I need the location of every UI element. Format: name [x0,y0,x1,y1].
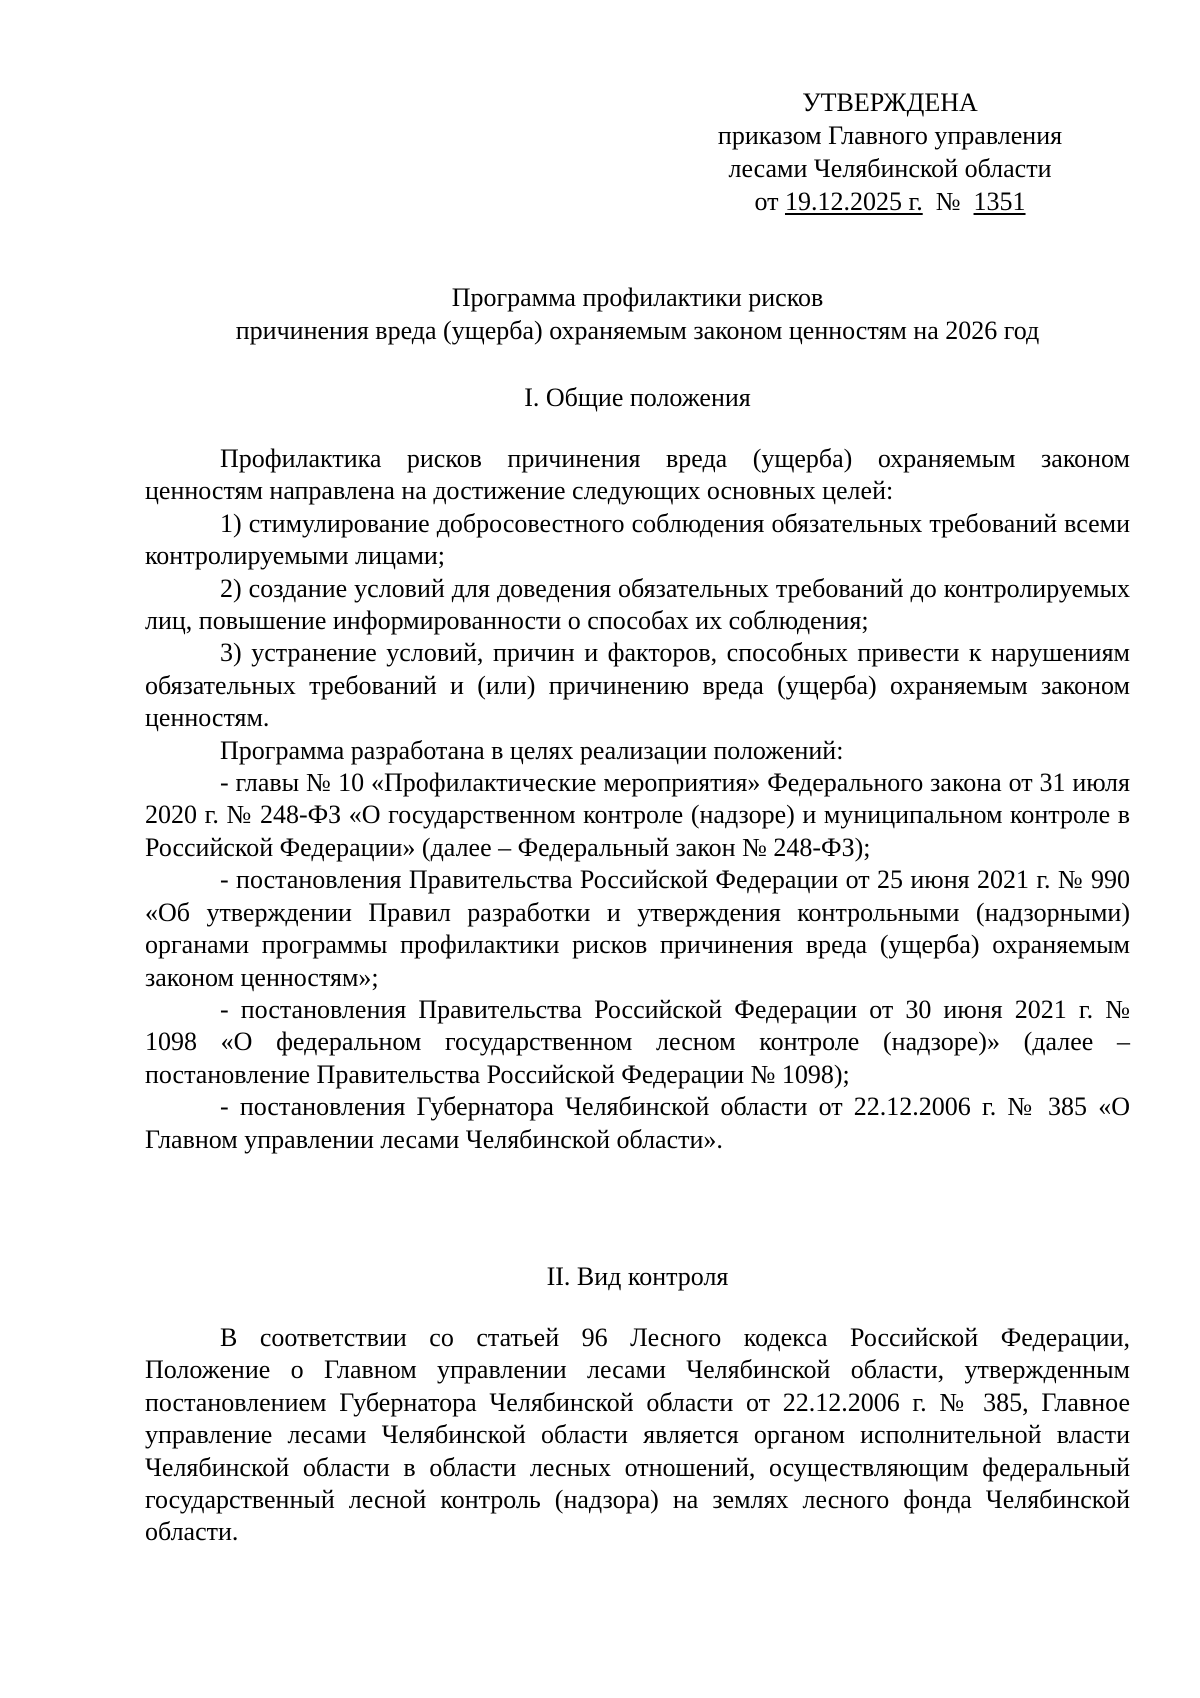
approval-title: УТВЕРЖДЕНА [802,88,978,117]
approval-line-2: лесами Челябинской области [728,154,1052,183]
paragraph: - постановления Правительства Российской Федерации от 25 июня 2021 г. № 990 «Об утверждении Правил разработки и утверждения контрольными (надзорными) органами программы профилактики рисков причинения вреда (ущерба) охраняемым законом ценностям»; [145,865,1130,992]
paragraph: 2) создание условий для доведения обязательных требований до контролируемых лиц, повышение информированности о способах их соблюдения; [145,573,1130,636]
section-2-heading: II. Вид контроля [546,1262,729,1291]
paragraph: Программа разработана в целях реализации положений: [220,735,844,765]
paragraph: - постановления Правительства Российской Федерации от 30 июня 2021 г. № 1098 «О федеральном государственном лесном контроле (надзоре)» (далее – постановление Правительства Российской Федерации № 1098); [145,994,1130,1089]
section-1-heading: I. Общие положения [524,383,751,412]
paragraph: 1) стимулирование добросовестного соблюдения обязательных требований всеми контролируемыми лицами; [145,508,1130,571]
approval-line-1: приказом Главного управления [717,121,1063,150]
approval-date-line [680,185,1100,218]
approval-date: 19.12.2025 г. [784,187,923,216]
approval-number-sign: № [935,187,961,216]
section-1-body [145,443,1130,1156]
document-title [145,281,1130,347]
approval-date-prefix: от [754,187,779,216]
approval-number: 1351 [973,187,1026,216]
section-2-body [145,1322,1130,1549]
paragraph: В соответствии со статьей 96 Лесного кодекса Российской Федерации, Положение о Главном управлении лесами Челябинской области, утвержденным постановлением Губернатора Челябинской области от 22.12.2006 г. № 385, Главное управление лесами Челябинской области является органом исполнительной власти Челябинской области в области лесных отношений, осуществляющим федеральный государственный лесной контроль (надзора) на землях лесного фонда Челябинской области. [145,1323,1130,1547]
document-title-line-2: причинения вреда (ущерба) охраняемым законом ценностям на 2026 год [235,316,1040,345]
document-title-line-1: Программа профилактики рисков [451,283,824,312]
paragraph: Профилактика рисков причинения вреда (ущерба) охраняемым законом ценностям направлена на достижение следующих основных целей: [145,444,1130,506]
paragraph: - постановления Губернатора Челябинской области от 22.12.2006 г. № 385 «О Главном управлении лесами Челябинской области». [145,1092,1130,1154]
approval-stamp [680,86,1100,218]
paragraph: - главы № 10 «Профилактические мероприятия» Федерального закона от 31 июля 2020 г. № 248-ФЗ «О государственном контроле (надзоре) и муниципальном контроле в Российской Федерации» (далее – Федеральный закон № 248-ФЗ); [145,768,1130,862]
paragraph: 3) устранение условий, причин и факторов, способных привести к нарушениям обязательных требований и (или) причинению вреда (ущерба) охраняемым законом ценностям. [145,638,1130,733]
